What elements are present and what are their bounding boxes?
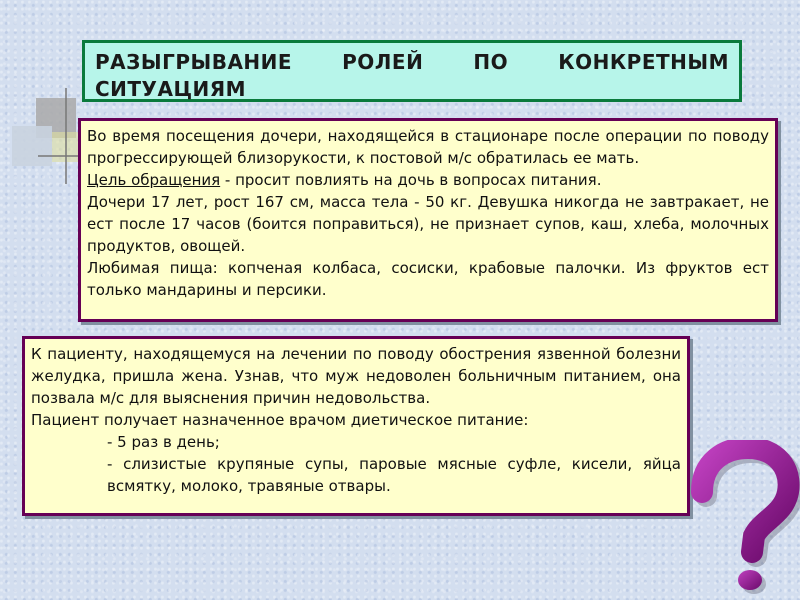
situation-1-paragraph-1: Во время посещения дочери, находящейся в стационаре после операции по поводу прогрессирующей близорукости, к постовой м/с обратилась ее мать. <box>87 127 769 167</box>
situation-2-box <box>22 336 690 516</box>
situation-2-paragraph-2: Пациент получает назначенное врачом диетическое питание: <box>31 411 529 429</box>
situation-2-item-2-text: - слизистые крупяные супы, паровые мясные суфле, кисели, яйца всмятку, молоко, травяные отвары. <box>107 455 681 495</box>
situation-1-goal <box>87 169 769 191</box>
question-mark-icon <box>680 440 800 600</box>
situation-1-paragraph-4: Любимая пища: копченая колбаса, сосиски, крабовые палочки. Из фруктов ест только мандарины и персики. <box>87 259 769 299</box>
situation-2-paragraph-1: К пациенту, находящемуся на лечении по поводу обострения язвенной болезни желудка, пришла жена. Узнав, что муж недоволен больничным питанием, она позвала м/с для выяснения причин недовольства. <box>31 345 681 407</box>
decorative-squares-icon <box>8 88 88 188</box>
goal-label: Цель обращения <box>87 171 221 189</box>
situation-2-item-1: - 5 раз в день; <box>107 433 220 451</box>
situation-2-item-2 <box>31 453 681 497</box>
situation-1-paragraph-3: Дочери 17 лет, рост 167 см, масса тела - 50 кг. Девушка никогда не завтракает, не ест после 17 часов (боится поправиться), не признает супов, каш, хлеба, молочных продуктов, овощей. <box>87 193 769 255</box>
page-title: РАЗЫГРЫВАНИЕ РОЛЕЙ ПО КОНКРЕТНЫМ СИТУАЦИЯМ <box>82 40 742 102</box>
goal-text: - просит повлиять на дочь в вопросах питания. <box>220 171 602 189</box>
situation-1-box <box>78 118 778 322</box>
